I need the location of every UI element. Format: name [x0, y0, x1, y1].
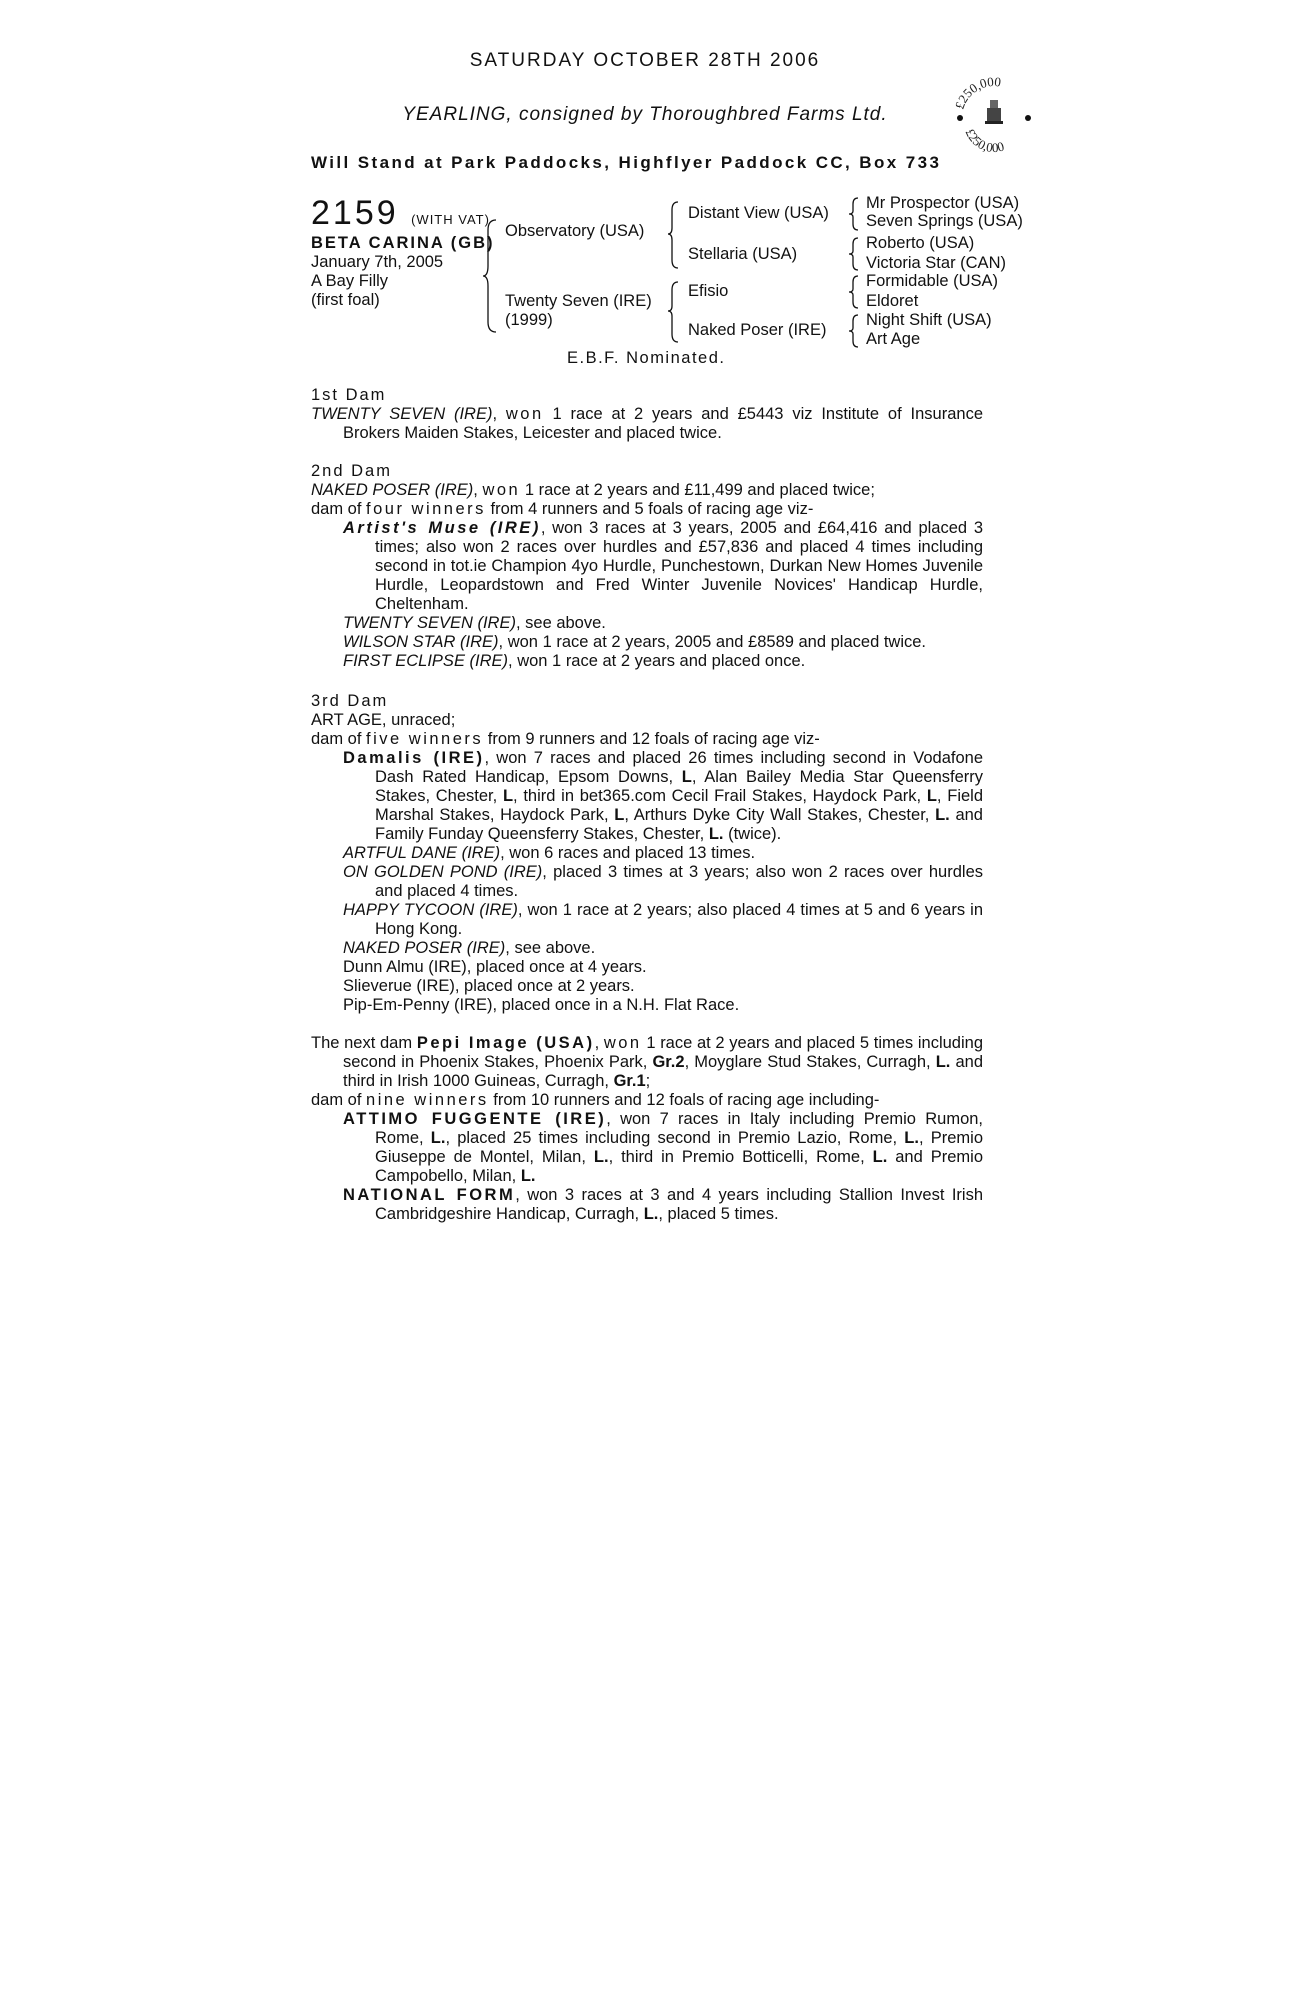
winners-count: nine winners — [366, 1091, 489, 1109]
entry-text: , Arthurs Dyke City Wall Stakes, Chester, — [624, 806, 936, 824]
pedigree-g4: Victoria Star (CAN) — [866, 254, 1006, 272]
pedigree-sire-dam: Stellaria (USA) — [688, 245, 798, 263]
first-dam-record: TWENTY SEVEN (IRE), won 1 race at 2 years and £5443 viz Institute of Insurance Brokers Maiden Stakes, Leicester and placed twice. — [311, 405, 983, 442]
listed-mark: L — [926, 787, 937, 805]
produce-entry: Slieverue (IRE), placed once at 2 years. — [343, 977, 635, 995]
entry-text: , third in bet365.com Cecil Frail Stakes, Haydock Park, — [513, 787, 927, 805]
listed-mark: L — [614, 806, 625, 824]
pedigree-g5: Formidable (USA) — [866, 272, 999, 290]
entry-text: , third in Premio Botticelli, Rome, — [608, 1148, 873, 1166]
pedigree-sire-brace — [666, 200, 680, 270]
produce-entry — [311, 614, 983, 633]
lot-number-value: 2159 — [311, 194, 399, 232]
pedigree-dam-brace — [666, 280, 680, 344]
entry-name: Artist's Muse (IRE) — [343, 519, 541, 537]
entry-name: Damalis (IRE) — [343, 749, 485, 767]
entry-text: and Premio Campobello, Milan, — [375, 1148, 983, 1185]
winners-count: four winners — [366, 500, 486, 518]
produce-entry: Dunn Almu (IRE), placed once at 4 years. — [343, 958, 647, 976]
horse-name: BETA CARINA (GB) — [311, 234, 495, 252]
dam-of-post: from 10 runners and 12 foals of racing age including- — [488, 1091, 880, 1109]
pedigree-g-brace-1 — [846, 196, 860, 232]
entry-text: , won 1 race at 2 years; also placed 4 times at 5 and 6 years in Hong Kong. — [375, 901, 983, 938]
dam-of-pre: dam of — [311, 1091, 367, 1109]
won-label: won — [603, 1034, 642, 1052]
won-label: won — [505, 405, 544, 423]
entry-text: , won 3 races at 3 and 4 years including Stallion Invest Irish Cambridgeshire Handicap, Curragh, — [375, 1186, 984, 1223]
consignor-line: YEARLING, consigned by Thoroughbred Farms Ltd. — [402, 104, 888, 125]
svg-text:£250,000 — [963, 126, 1006, 155]
third-dam-section — [311, 692, 983, 1015]
listed-mark: L. — [643, 1205, 659, 1223]
pedigree-g-brace-2 — [846, 236, 860, 272]
dam-of-post: from 9 runners and 12 foals of racing age viz- — [483, 730, 820, 748]
produce-entry — [311, 1110, 983, 1186]
listed-mark: L. — [872, 1148, 888, 1166]
stand-location: Will Stand at Park Paddocks, Highflyer Paddock CC, Box 733 — [311, 153, 942, 172]
fourth-dam-produce — [311, 1091, 983, 1110]
entry-text: , won 6 races and placed 13 times. — [500, 844, 756, 862]
produce-entry — [311, 749, 983, 844]
listed-mark: L. — [520, 1167, 536, 1185]
pedigree-g-brace-4 — [846, 313, 860, 349]
entry-text: ; — [645, 1072, 651, 1090]
entry-text: and third in Irish 1000 Guineas, Curragh, — [343, 1053, 983, 1090]
won-label: won — [482, 481, 521, 499]
group-mark: Gr.1 — [613, 1072, 646, 1090]
listed-mark: L. — [935, 1053, 951, 1071]
entry-text: , see above. — [515, 614, 606, 632]
entry-text: 1 race at 2 years and placed 5 times including second in Phoenix Stakes, Phoenix Park, — [343, 1034, 983, 1071]
entry-name: WILSON STAR (IRE) — [343, 633, 499, 651]
pedigree-main-brace — [482, 218, 500, 334]
produce-entry — [311, 519, 983, 614]
listed-mark: L. — [430, 1129, 446, 1147]
pedigree-g3: Roberto (USA) — [866, 234, 975, 252]
pedigree-sire-sire: Distant View (USA) — [688, 204, 829, 222]
stamp-bottom-text: £250,000 — [962, 126, 1006, 156]
pedigree-dam: Twenty Seven (IRE) — [505, 292, 652, 310]
horse-description: A Bay Filly — [311, 272, 389, 290]
fourth-dam-section — [311, 1034, 983, 1224]
first-dam-text: 1 race at 2 years and £5443 viz Institute of Insurance Brokers Maiden Stakes, Leicester and placed twice. — [343, 405, 983, 442]
next-dam-pre: The next dam — [311, 1034, 417, 1052]
ebf-nominated: E.B.F. Nominated. — [567, 349, 726, 367]
first-dam-heading: 1st Dam — [311, 386, 387, 404]
produce-entry — [311, 901, 983, 939]
pedigree-dam-year: (1999) — [505, 311, 553, 329]
pedigree-g6: Eldoret — [866, 292, 919, 310]
pedigree-g-brace-3 — [846, 274, 860, 310]
first-dam-section — [311, 386, 983, 443]
horse-note: (first foal) — [311, 291, 380, 309]
entry-name: ATTIMO FUGGENTE (IRE) — [343, 1110, 607, 1128]
entry-text: , placed 5 times. — [658, 1205, 779, 1223]
entry-text: and Family Funday Queensferry Stakes, Chester, — [375, 806, 983, 843]
group-mark: Gr.2 — [652, 1053, 685, 1071]
second-dam-produce — [311, 500, 983, 519]
pedigree-g2: Seven Springs (USA) — [866, 212, 1023, 230]
third-dam-produce — [311, 730, 983, 749]
entry-text: , won 1 race at 2 years and placed once. — [508, 652, 806, 670]
entry-text: , Alan Bailey Media Star Queensferry Stakes, Chester, — [375, 768, 983, 805]
second-dam-record: NAKED POSER (IRE), won 1 race at 2 years and £11,499 and placed twice; — [311, 481, 875, 499]
third-dam-heading: 3rd Dam — [311, 692, 389, 710]
fourth-dam-record: The next dam Pepi Image (USA), won 1 race at 2 years and placed 5 times including second in Phoenix Stakes, Phoenix Park, Gr.2, Moyglare Stud Stakes, Curragh, L. and third in Irish 1000 Guineas, Curragh, Gr.1; — [311, 1034, 983, 1090]
pedigree-sire: Observatory (USA) — [505, 222, 645, 240]
entry-name: HAPPY TYCOON (IRE) — [343, 901, 518, 919]
fourth-dam-name: Pepi Image (USA) — [416, 1034, 595, 1052]
third-dam-record: ART AGE, unraced; — [311, 711, 456, 729]
dam-of-post: from 4 runners and 5 foals of racing age viz- — [485, 500, 814, 518]
produce-entry — [311, 1186, 983, 1224]
produce-entry — [311, 939, 983, 958]
lot-number — [311, 194, 490, 233]
produce-entry — [311, 633, 983, 652]
entry-name: NATIONAL FORM — [343, 1186, 516, 1204]
first-dam-name: TWENTY SEVEN (IRE) — [311, 405, 493, 423]
second-dam-section — [311, 462, 983, 671]
entry-name: TWENTY SEVEN (IRE) — [343, 614, 516, 632]
winners-count: five winners — [366, 730, 484, 748]
pedigree-g7: Night Shift (USA) — [866, 311, 992, 329]
entry-text: (twice). — [723, 825, 782, 843]
dam-of-pre: dam of — [311, 730, 367, 748]
entry-name: FIRST ECLIPSE (IRE) — [343, 652, 509, 670]
entry-text: , placed 3 times at 3 years; also won 2 races over hurdles and placed 4 times. — [375, 863, 983, 900]
stamp-top-text: £250,000 — [952, 73, 1002, 112]
listed-mark: L. — [904, 1129, 919, 1147]
entry-text: , won 1 race at 2 years, 2005 and £8589 and placed twice. — [498, 633, 926, 651]
listed-mark: L. — [708, 825, 724, 843]
vat-note: (WITH VAT) — [411, 212, 490, 227]
listed-mark: L. — [593, 1148, 609, 1166]
horse-dob: January 7th, 2005 — [311, 253, 444, 271]
second-dam-text: 1 race at 2 years and £11,499 and placed twice; — [520, 481, 875, 499]
pedigree-dam-dam: Naked Poser (IRE) — [688, 321, 827, 339]
entry-text: , Premio Giuseppe de Montel, Milan, — [375, 1129, 983, 1166]
entry-name: ON GOLDEN POND (IRE) — [343, 863, 543, 881]
entry-text: , Field Marshal Stakes, Haydock Park, — [375, 787, 983, 824]
entry-text: , won 7 races in Italy including Premio Rumon, Rome, — [375, 1110, 984, 1147]
listed-mark: L. — [935, 806, 950, 824]
listed-mark: L — [502, 787, 514, 805]
pedigree-dam-sire: Efisio — [688, 282, 729, 300]
produce-entry: Pip-Em-Penny (IRE), placed once in a N.H. Flat Race. — [343, 996, 740, 1014]
produce-entry — [311, 844, 983, 863]
entry-text: , won 7 races and placed 26 times including second in Vodafone Dash Rated Handicap, Epsom Downs, — [375, 749, 983, 786]
dam-of-pre: dam of — [311, 500, 367, 518]
entry-text: , Moyglare Stud Stakes, Curragh, — [684, 1053, 936, 1071]
entry-name: NAKED POSER (IRE) — [343, 939, 506, 957]
second-dam-heading: 2nd Dam — [311, 462, 392, 480]
entry-text: , see above. — [505, 939, 596, 957]
entry-name: ARTFUL DANE (IRE) — [343, 844, 501, 862]
pedigree-g8: Art Age — [866, 330, 921, 348]
pedigree-g1: Mr Prospector (USA) — [866, 194, 1020, 212]
entry-text: , won 3 races at 3 years, 2005 and £64,416 and placed 3 times; also won 2 races over hurdles and £57,836 and placed 4 times including second in tot.ie Champion 4yo Hurdle, Punchestown, Durkan New Homes Juvenile Hurdle, Leopardstown and Fred Winter Juvenile Novices' Handicap Hurdle, Cheltenham. — [375, 519, 983, 613]
price-stamp-icon — [952, 72, 1036, 156]
sale-date: SATURDAY OCTOBER 28TH 2006 — [469, 50, 821, 71]
entry-text: , placed 25 times including second in Premio Lazio, Rome, — [445, 1129, 905, 1147]
listed-mark: L — [681, 768, 692, 786]
second-dam-name: NAKED POSER (IRE) — [311, 481, 474, 499]
produce-entry — [311, 652, 983, 671]
produce-entry — [311, 863, 983, 901]
